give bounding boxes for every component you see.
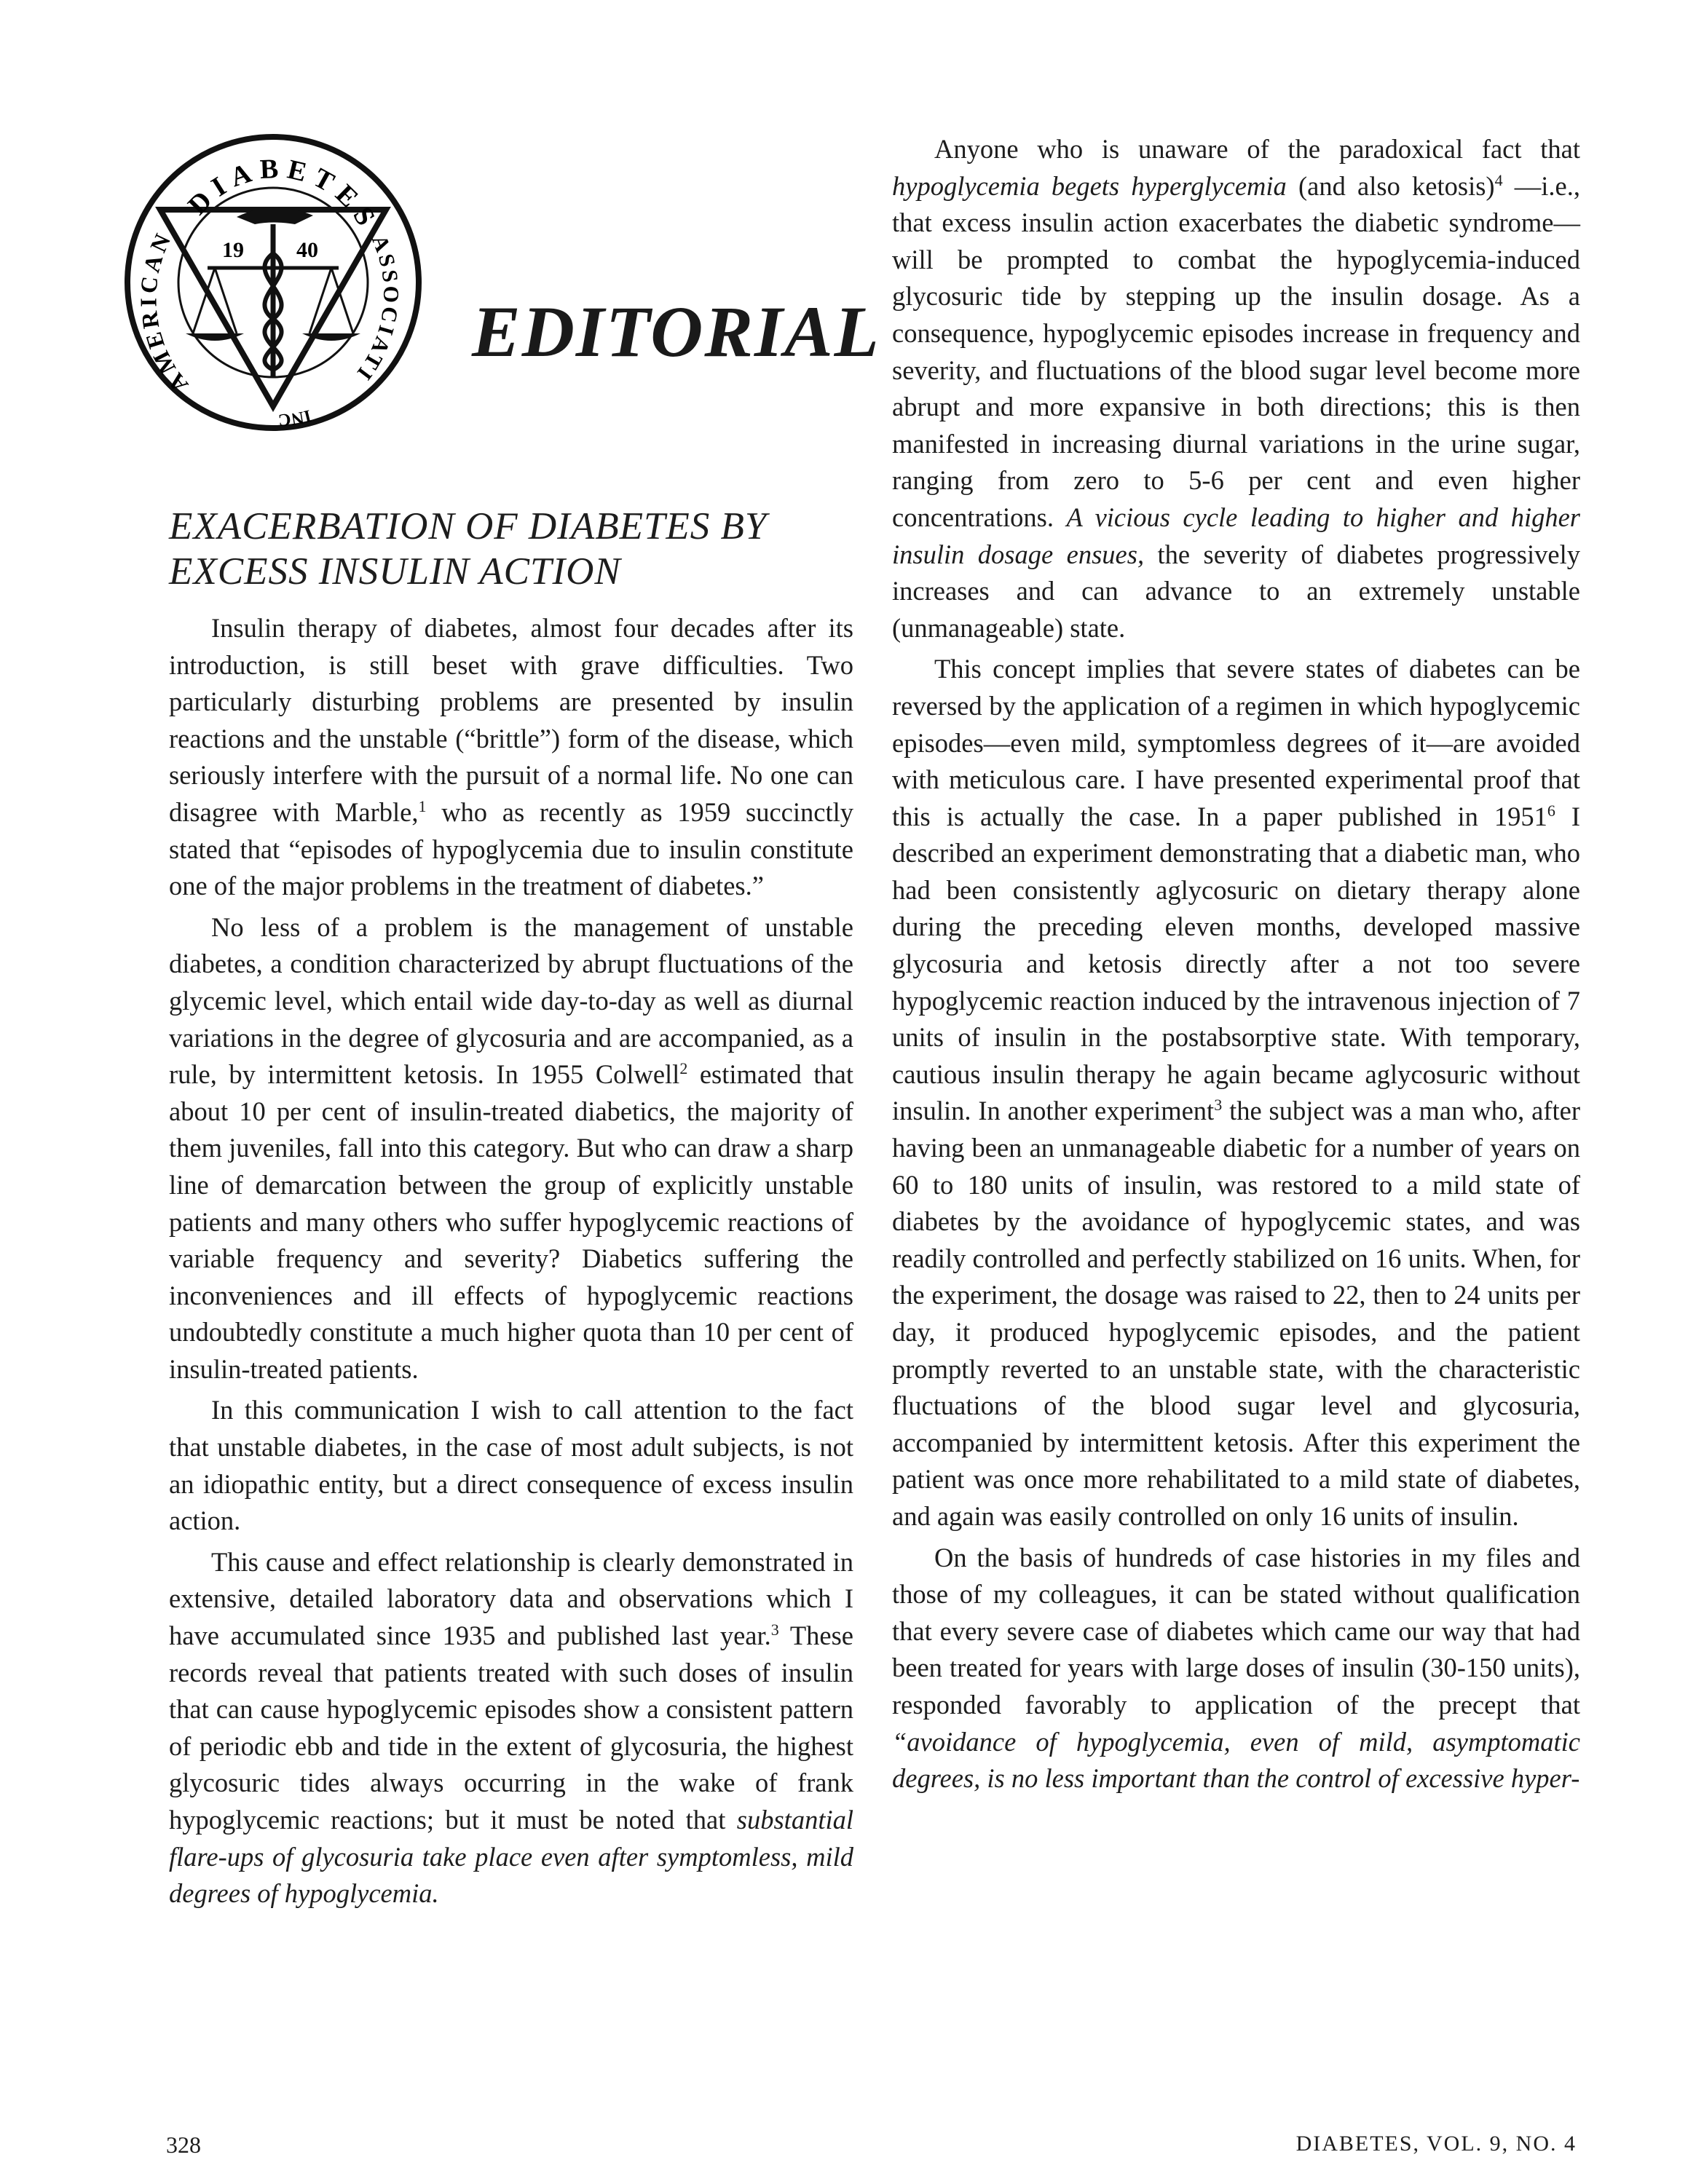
reference-mark: 2 — [679, 1059, 688, 1077]
paragraph: No less of a problem is the management of unstable diabetes, a condition characterized by abrupt fluctuations of the glycemic level, which entail wide day-to-day as well as diurnal variations in the degree of glycosuria and are accompanied, as a rule, by intermittent ketosis. In 1955 Colwell$^2$ estimated that about 10 per cent of insulin-treated diabetics, the majority of them juveniles, fall into this category. But who can draw a sharp line of demarcation between the group of explicitly unstable patients and many others who suffer hypoglycemic reactions of variable frequency and severity? Diabetics suffering the inconveniences and ill effects of hypoglycemic reactions undoubtedly constitute a much higher quota than 10 per cent of insulin-treated patients. — [169, 911, 853, 1384]
reference-mark: 6 — [1547, 801, 1555, 820]
emphasis: hypoglycemia begets hyperglycemia — [892, 170, 1287, 201]
left-column — [169, 610, 853, 1912]
seal-text-top: DIABETES — [182, 153, 385, 237]
seal-text-left: AMERICAN — [135, 226, 194, 398]
paragraph: In this communication I wish to call attention to the fact that unstable diabetes, in the case of most adult subjects, is not an idiopathic entity, but a direct consequence of excess insulin action. — [169, 1395, 853, 1536]
emphasis: substantial flare-ups of glycosuria take place even after symptomless, mild degrees of hypoglycemia. — [169, 1805, 853, 1909]
association-seal-logo — [120, 130, 426, 435]
emphasis: A vicious cycle leading to higher and higher insulin dosage ensues, — [892, 502, 1580, 569]
emphasis: “avoidance of hypoglycemia, even of mild, asymptomatic degrees, is no less important than the control of excessive hyper- — [892, 1726, 1580, 1794]
article-title-line1: EXACERBATION OF DIABETES BY — [169, 505, 768, 547]
seal-text-right: ASSOCIATI — [350, 232, 403, 387]
right-column — [892, 131, 1580, 1797]
paragraph: This cause and effect relationship is clearly demonstrated in extensive, detailed laboratory data and observations which I have accumulated since 1935 and published last year.$^3$ These records reveal that patients treated with such doses of insulin that can cause hypoglycemic episodes show a consistent pattern of periodic ebb and tide in the extent of glycosuria, the highest glycosuric tides always occurring in the wake of frank hypoglycemic reactions; but it must be noted that substantial flare-ups of glycosuria take place even after symptomless, mild degrees of hypoglycemia. — [169, 1546, 853, 1909]
reference-mark: 3 — [770, 1620, 779, 1639]
reference-mark: 1 — [418, 796, 427, 815]
editorial-heading: EDITORIAL — [472, 291, 880, 372]
paragraph: On the basis of hundreds of case histories in my files and those of my colleagues, it can be stated without qualification that every severe case of diabetes which came our way that had been treated for years with large doses of insulin (30-150 units), responded favorably to application of the precept that “avoidance of hypoglycemia, even of mild, asymptomatic degrees, is no less important than the control of excessive hyper- — [892, 1542, 1580, 1794]
paragraph: This concept implies that severe states of diabetes can be reversed by the application of a regimen in which hypoglycemic episodes—even mild, symptomless degrees of it—are avoided with meticulous care. I have presented experimental proof that this is actually the case. In a paper published in 1951$^6$ I described an experiment demonstrating that a diabetic man, who had been consistently aglycosuric on dietary therapy alone during the preceding eleven months, developed massive glycosuria and ketosis directly after a not too severe hypoglycemic reaction induced by the intravenous injection of 7 units of insulin in the postabsorptive state. With temporary, cautious insulin therapy he again became aglycosuric without insulin. In another experiment$^3$ the subject was a man who, after having been an unmanageable diabetic for a number of years on 60 to 180 units of insulin, was restored to a mild state of diabetes by the avoidance of hypoglycemic states, and was readily controlled and perfectly stabilized on 16 units. When, for the experiment, the dosage was raised to 22, then to 24 units per day, it produced hypoglycemic episodes, and the patient promptly reverted to an unstable state, with the characteristic fluctuations of the blood sugar level and glycosuria, accompanied by intermittent ketosis. After this experiment the patient was once more rehabilitated to a mild state of diabetes, and again was easily controlled on only 16 units of insulin. — [892, 654, 1581, 1531]
seal-svg — [120, 130, 426, 435]
seal-text-bottom: INC — [277, 405, 313, 430]
article-title-line2: EXCESS INSULIN ACTION — [169, 550, 621, 593]
paragraph: Anyone who is unaware of the paradoxical fact that hypoglycemia begets hyperglycemia (and also ketosis)$^4$ —i.e., that excess insulin action exacerbates the diabetic syndrome—will be prompted to combat the hypoglycemia-induced glycosuric tide by stepping up the insulin dosage. As a consequence, hypoglycemic episodes increase in frequency and severity, and fluctuations of the blood sugar level become more abrupt and more expansive in both directions; this is then manifested in increasing diurnal variations in the urine sugar, ranging from zero to 5-6 per cent and even higher concentrations. A vicious cycle leading to higher and higher insulin dosage ensues, the severity of diabetes progressively increases and can advance to an extremely unstable (unmanageable) state. — [892, 134, 1581, 643]
reference-mark: 3 — [1214, 1096, 1223, 1115]
page-number: 328 — [166, 2132, 201, 2158]
paragraph: Insulin therapy of diabetes, almost four decades after its introduction, is still beset with grave difficulties. Two particularly disturbing problems are presented by insulin reactions and the unstable (“brittle”) form of the disease, which seriously interfere with the pursuit of a normal life. No one can disagree with Marble,$^1$ who as recently as 1959 succinctly stated that “episodes of hypoglycemia due to insulin constitute one of the major problems in the treatment of diabetes.” — [169, 613, 853, 901]
article-title — [169, 504, 853, 594]
journal-citation: DIABETES, VOL. 9, NO. 4 — [1295, 2132, 1577, 2156]
reference-mark: 4 — [1494, 170, 1503, 189]
seal-year-left: 19 — [222, 238, 244, 262]
seal-year-right: 40 — [296, 238, 318, 262]
